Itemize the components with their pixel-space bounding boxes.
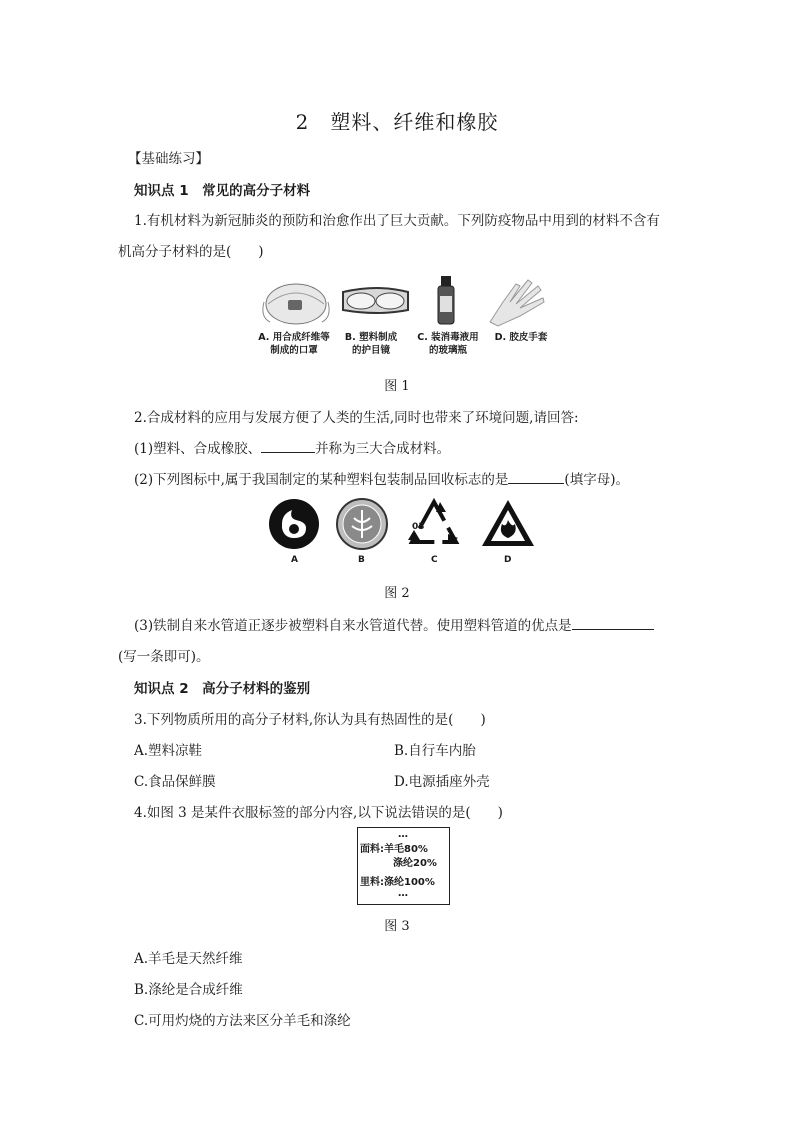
mask-image [263,284,329,324]
question-2-part-1: (1)塑料、合成橡胶、 并称为三大合成材料。 [134,437,450,457]
figure-2-caption: 图 2 [384,586,410,601]
question-3-option-b[interactable]: B.自行车内胎 [394,743,476,759]
answer-blank-3[interactable] [572,615,654,630]
figure-3-caption: 图 3 [384,919,410,934]
question-3-option-d[interactable]: D.电源插座外壳 [394,774,490,790]
recycle-code: 03 [412,522,425,532]
symbol-d-flammable-icon [482,500,534,546]
question-4-option-c[interactable]: C.可用灼烧的方法来区分羊毛和涤纶 [134,1013,351,1029]
caption-a: A. 用合成纤维等 制成的口罩 [258,332,330,356]
caption-d: D. 胶皮手套 [494,332,548,343]
question-3-option-c[interactable]: C.食品保鲜膜 [134,774,216,790]
question-1-line-1: 1.有机材料为新冠肺炎的预防和治愈作出了巨大贡献。下列防疫物品中用到的材料不含有 [134,213,660,229]
page-title: 2 塑料、纤维和橡胶 [295,110,499,134]
question-2-part-2: (2)下列图标中,属于我国制定的某种塑料包装制品回收标志的是 (填字母)。 [134,468,629,488]
question-2-part-3-line-2: (写一条即可)。 [118,649,210,665]
figure-2-symbols [262,496,542,556]
caption-b: B. 塑料制成 的护目镜 [344,332,398,356]
question-4-option-a[interactable]: A.羊毛是天然纤维 [134,951,243,967]
answer-blank-1[interactable] [261,438,315,453]
bottle-image [438,276,454,324]
question-2-intro: 2.合成材料的应用与发展方便了人类的生活,同时也带来了环境问题,请回答: [134,410,579,426]
caption-c: C. 装消毒液用 的玻璃瓶 [417,332,479,356]
answer-blank-2[interactable] [508,469,564,484]
clothing-label: … 面料:羊毛80% 涤纶20% 里料:涤纶100% … [357,827,450,905]
symbol-b-icon [337,499,387,549]
glove-image [490,280,544,326]
symbol-a-icon [269,499,319,549]
question-1-images [258,272,558,328]
question-4-option-b[interactable]: B.涤纶是合成纤维 [134,982,243,998]
symbol-label-b: B [358,555,365,565]
symbol-label-a: A [291,555,298,565]
question-4-stem: 4.如图 3 是某件衣服标签的部分内容,以下说法错误的是( ) [134,805,503,821]
figure-1-caption: 图 1 [384,379,410,394]
symbol-label-d: D [504,555,512,565]
symbol-label-c: C [431,555,438,565]
section-heading-basic: 【基础练习】 [128,151,209,167]
goggles-image [343,288,408,313]
knowledge-point-2: 知识点 2 高分子材料的鉴别 [134,681,311,697]
question-1-line-2: 机高分子材料的是( ) [118,244,264,260]
question-2-part-3-line-1: (3)铁制自来水管道正逐步被塑料自来水管道代替。使用塑料管道的优点是 [134,614,654,634]
question-3-stem: 3.下列物质所用的高分子材料,你认为具有热固性的是( ) [134,712,486,728]
question-3-option-a[interactable]: A.塑料凉鞋 [134,743,203,759]
knowledge-point-1: 知识点 1 常见的高分子材料 [134,183,311,199]
